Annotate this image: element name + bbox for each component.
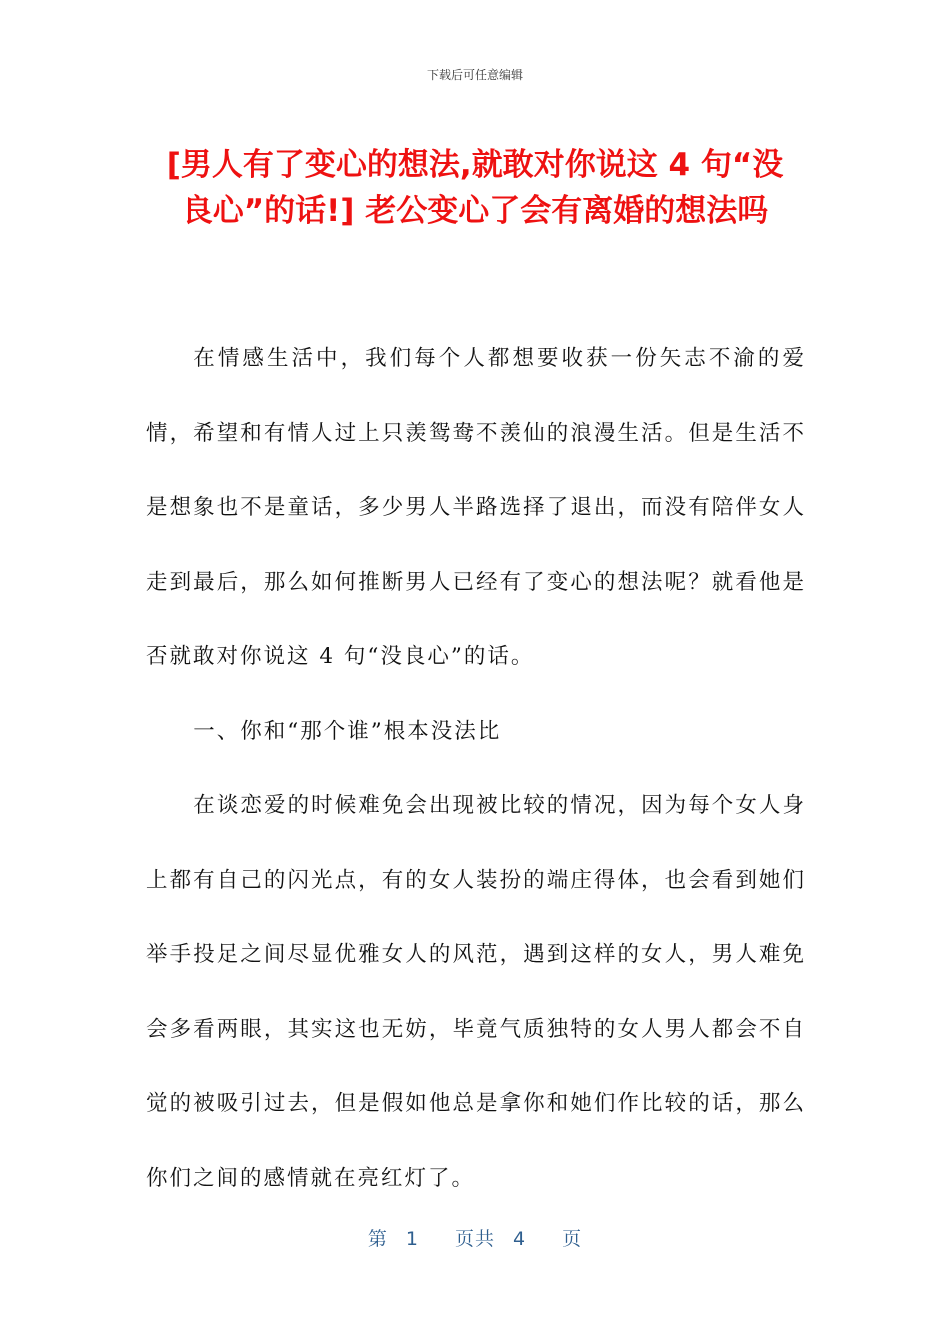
footer-total-word: 页共: [454, 1228, 495, 1250]
paragraph-section-1: 在谈恋爱的时候难免会出现被比较的情况，因为每个女人身上都有自己的闪光点，有的女人装扮的端庄得体，也会看到她们举手投足之间尽显优雅女人的风范，遇到这样的女人，男人难免会多看两眼，其实这也无妨，毕竟气质独特的女人男人都会不自觉的被吸引过去，但是假如他总是拿你和她们作比较的话，那么你们之间的感情就在亮红灯了。: [146, 793, 806, 1191]
document-title: [135, 142, 815, 234]
page-footer: [0, 1224, 950, 1251]
footer-page-suffix: 页: [562, 1228, 583, 1250]
header-note: 下载后可任意编辑: [426, 68, 523, 82]
paragraph-intro: 在情感生活中，我们每个人都想要收获一份矢志不渝的爱情，希望和有情人过上只羡鸳鸯不羡仙的浪漫生活。但是生活不是想象也不是童话，多少男人半路选择了退出，而没有陪伴女人走到最后，那么如何推断男人已经有了变心的想法呢？就看他是否就敢对你说这 4 句“没良心”的话。: [146, 346, 806, 669]
footer-current-page: 1: [405, 1228, 419, 1250]
footer-total-pages: 4: [513, 1228, 527, 1250]
title-line-1: [男人有了变心的想法,就敢对你说这 4 句“没: [166, 147, 784, 183]
footer-page-word: 第: [367, 1228, 388, 1250]
section-heading-1: 一、你和“那个谁”根本没法比: [193, 718, 502, 744]
title-line-2: 良心”的话!] 老公变心了会有离婚的想法吗: [181, 193, 769, 229]
document-body: [146, 322, 806, 1216]
